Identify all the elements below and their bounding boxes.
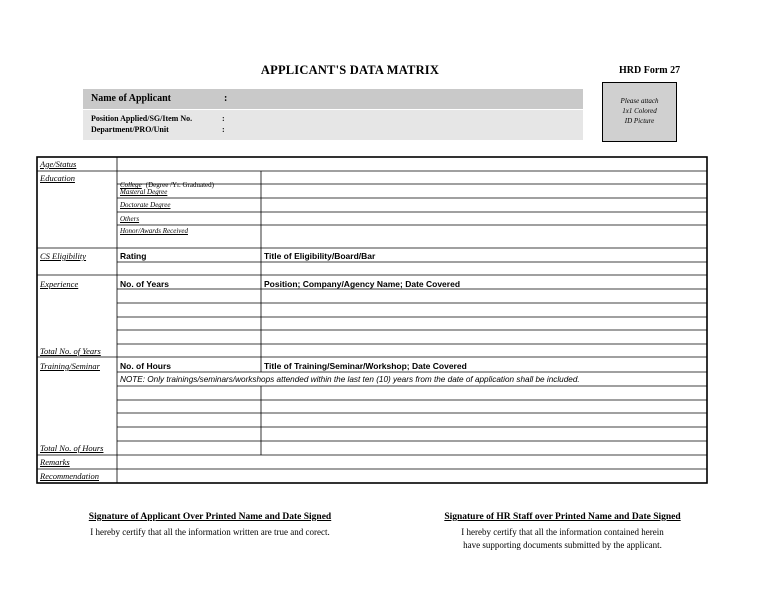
college-label: College [120,181,142,189]
position-applied-label: Position Applied/SG/Item No. [91,114,193,123]
title-of-training-header: Title of Training/Seminar/Workshop; Date Covered [264,361,467,371]
honors-awards-label: Honor/Awards Received [120,227,188,235]
training-note: NOTE: Only trainings/seminars/workshops attended within the last ten (10) years from the date of application shall be included. [120,375,580,384]
form-title: APPLICANT'S DATA MATRIX [260,63,440,77]
remarks-label: Remarks [40,457,70,467]
cs-eligibility-label: CS Eligibility [40,251,87,261]
name-of-applicant-label: Name of Applicant [91,93,171,104]
position-company-header: Position; Company/Agency Name; Date Covered [264,279,461,289]
experience-label: Experience [40,279,79,289]
no-of-years-header: No. of Years [120,279,169,289]
training-seminar-label: Training/Seminar [40,361,100,371]
masteral-degree-label: Masteral Degree [120,188,168,196]
college-note: (Degree /Yr. Graduated) [145,181,214,189]
others-label: Others [120,215,140,223]
no-of-hours-header: No. of Hours [120,361,171,371]
applicant-signature-title: Signature of Applicant Over Printed Name and Date Signed [88,512,332,522]
total-no-of-years-label: Total No. of Years [40,346,101,356]
hr-certification-text-line-2: have supporting documents submitted by the applicant. [463,540,662,550]
doctorate-degree-label: Doctorate Degree [120,201,171,209]
hr-certification-text-line-1: I hereby certify that all the information contained herein [461,527,664,537]
department-colon: : [222,125,225,134]
recommendation-label: Recommendation [40,471,100,481]
id-picture-instructions: Please attach 1x1 Colored ID Picture [620,97,659,125]
title-of-eligibility-header: Title of Eligibility/Board/Bar [264,251,376,261]
rating-header: Rating [120,251,147,261]
department-label: Department/PRO/Unit [91,125,169,134]
name-of-applicant-colon: : [224,93,228,104]
hr-signature-title: Signature of HR Staff over Printed Name and Date Signed [444,512,681,522]
total-no-of-hours-label: Total No. of Hours [40,443,104,453]
form-number: HRD Form 27 [619,65,681,76]
applicant-certification-text: I hereby certify that all the information written are true and corect. [90,527,330,537]
education-label: Education [40,173,75,183]
position-applied-colon: : [222,114,225,123]
age-status-label: Age/Status [40,159,77,169]
